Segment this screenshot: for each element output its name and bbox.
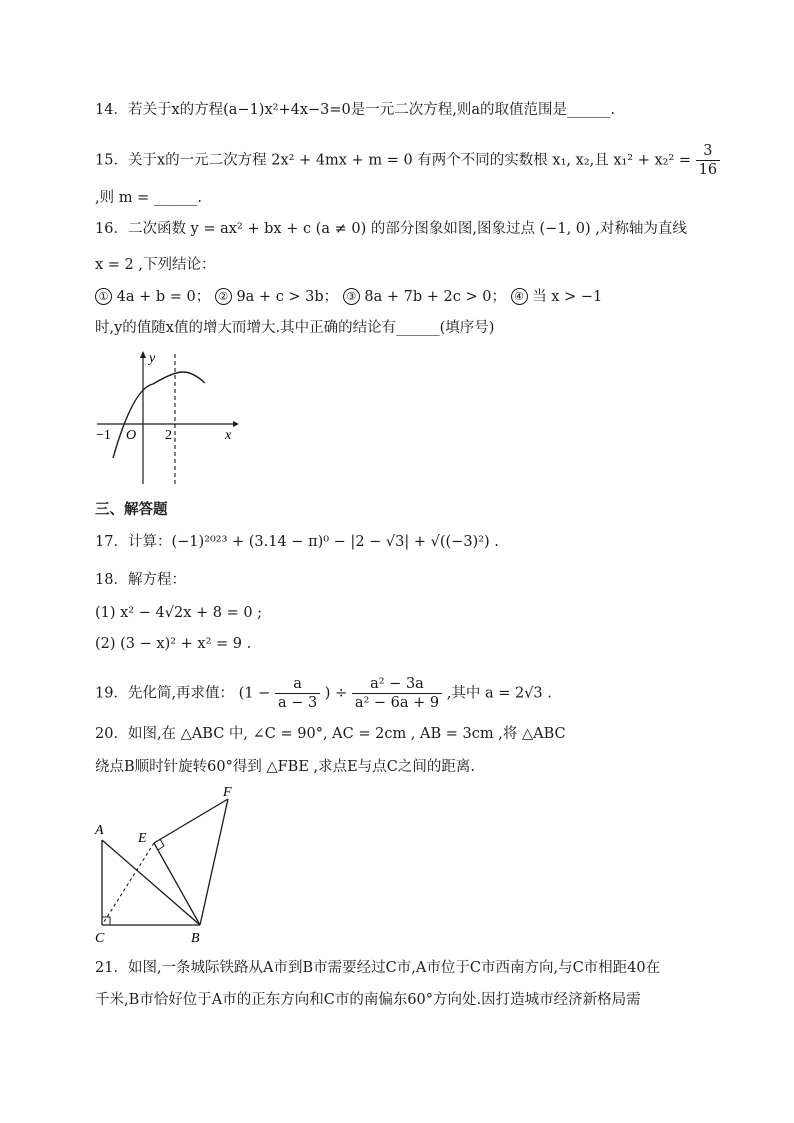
- fraction-denominator: 16: [698, 162, 718, 178]
- option-1: 4a + b = 0；: [116, 289, 211, 305]
- question-16-line-2: x = 2 ,下列结论：: [95, 257, 216, 273]
- question-16-line-1: 16．二次函数 y = ax² + bx + c (a ≠ 0) 的部分图象如图,图象过点 (−1, 0) ,对称轴为直线: [95, 221, 687, 237]
- question-20-line-2: 绕点B顺时针旋转60°得到 △FBE ,求点E与点C之间的距离.: [95, 759, 475, 775]
- segment-fb: [200, 799, 228, 925]
- question-18-part-2: (2) (3 − x)² + x² = 9 .: [95, 636, 252, 652]
- question-16-options: [95, 287, 602, 307]
- question-20-line-1: 20．如图,在 △ABC 中, ∠C = 90°, AC = 2cm , AB = 3cm ,将 △ABC: [95, 726, 566, 742]
- parabola-graph: [93, 348, 243, 488]
- triangle-figure: [90, 782, 250, 947]
- label-c: C: [95, 931, 105, 946]
- question-21-line-1: 21．如图,一条城际铁路从A市到B市需要经过C市,A市位于C市西南方向,与C市相距40在: [95, 960, 661, 976]
- paren-close: ) ÷: [324, 685, 348, 702]
- fraction-denominator: a² − 6a + 9: [354, 695, 440, 711]
- fraction-numerator: 3: [696, 142, 720, 161]
- segment-eb: [154, 843, 200, 925]
- x-axis-arrow: [233, 421, 239, 427]
- paren-open: (1 −: [238, 685, 271, 702]
- question-21-line-2: 千米,B市恰好位于A市的正东方向和C市的南偏东60°方向处.因打造城市经济新格局需: [95, 992, 641, 1008]
- y-axis-arrow: [140, 351, 146, 358]
- question-15-text: 15．关于x的一元二次方程 2x² + 4mx + m = 0 有两个不同的实数根 x₁, x₂,且 x₁² + x₂² =: [95, 152, 692, 169]
- fraction-numerator: a² − 3a: [352, 675, 442, 694]
- question-15-fraction: [696, 142, 720, 179]
- graph-x-label: x: [225, 428, 232, 443]
- label-f: F: [223, 785, 232, 800]
- option-3: 8a + 7b + 2c > 0；: [364, 289, 506, 305]
- option-2: 9a + c > 3b；: [236, 289, 339, 305]
- segment-ef: [154, 799, 228, 843]
- graph-neg1-label: −1: [96, 428, 111, 443]
- option-marker-3: ③: [343, 288, 360, 305]
- label-a: A: [95, 823, 104, 838]
- question-16-line-4: 时,y的值随x值的增大而增大.其中正确的结论有______(填序号): [95, 320, 495, 336]
- question-18-title: 18．解方程：: [95, 572, 186, 588]
- right-angle-mark-c: [102, 917, 110, 925]
- section-heading: 三、解答题: [95, 502, 168, 518]
- fraction-quadratic: [352, 675, 442, 712]
- graph-origin-label: O: [126, 428, 137, 443]
- option-marker-4: ④: [511, 288, 528, 305]
- graph-y-label: y: [149, 351, 156, 366]
- question-17: 17．计算：(−1)²⁰²³ + (3.14 − π)⁰ − |2 − √3| + √((−3)²) .: [95, 534, 499, 550]
- fraction-denominator: a − 3: [277, 695, 318, 711]
- segment-ab: [102, 840, 200, 925]
- question-14: 14．若关于x的方程(a−1)x²+4x−3=0是一元二次方程,则a的取值范围是______.: [95, 102, 616, 118]
- label-e: E: [138, 831, 147, 846]
- question-15-line-1: [95, 142, 720, 179]
- question-15-line-2: ,则 m = ______.: [95, 190, 202, 206]
- fraction-numerator: a: [275, 675, 320, 694]
- segment-ec-dashed: [102, 843, 154, 925]
- label-b: B: [191, 931, 200, 946]
- question-19-suffix: ,其中 a = 2√3 .: [446, 685, 552, 702]
- parabola-curve: [113, 372, 205, 458]
- option-marker-1: ①: [95, 288, 112, 305]
- fraction-a-over-a-minus-3: [275, 675, 320, 712]
- option-4: 当 x > −1: [532, 289, 603, 305]
- graph-two-label: 2: [165, 428, 172, 443]
- question-19: [95, 675, 552, 712]
- question-18-part-1: (1) x² − 4√2x + 8 = 0 ;: [95, 605, 263, 621]
- question-19-prefix: 19．先化简,再求值：: [95, 685, 235, 702]
- option-marker-2: ②: [215, 288, 232, 305]
